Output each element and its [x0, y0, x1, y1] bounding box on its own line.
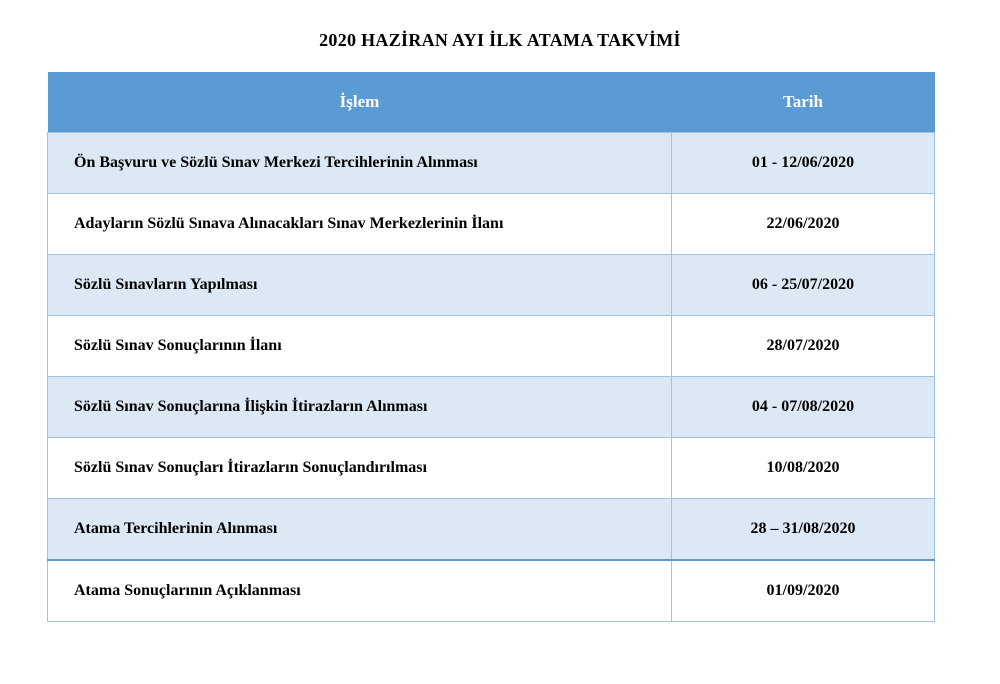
- table-row: [48, 194, 935, 255]
- table-row: [48, 316, 935, 377]
- column-header-operation: İşlem: [48, 72, 672, 133]
- document-title: 2020 HAZİRAN AYI İLK ATAMA TAKVİMİ: [319, 30, 681, 50]
- operation-cell: Sözlü Sınav Sonuçlarının İlanı: [48, 316, 672, 377]
- table-row: [48, 255, 935, 316]
- operation-cell: Atama Tercihlerinin Alınması: [48, 499, 672, 561]
- table-header-row: [48, 72, 935, 133]
- operation-cell: Sözlü Sınavların Yapılması: [48, 255, 672, 316]
- date-cell: 01/09/2020: [672, 560, 935, 622]
- date-cell: 28/07/2020: [672, 316, 935, 377]
- date-cell: 22/06/2020: [672, 194, 935, 255]
- operation-cell: Atama Sonuçlarının Açıklanması: [48, 560, 672, 622]
- date-cell: 01 - 12/06/2020: [672, 133, 935, 194]
- date-cell: 04 - 07/08/2020: [672, 377, 935, 438]
- column-header-date: Tarih: [672, 72, 935, 133]
- date-cell: 06 - 25/07/2020: [672, 255, 935, 316]
- date-cell: 28 – 31/08/2020: [672, 499, 935, 561]
- schedule-table: [47, 72, 935, 622]
- operation-cell: Adayların Sözlü Sınava Alınacakları Sınav Merkezlerinin İlanı: [48, 194, 672, 255]
- table-row: [48, 499, 935, 561]
- table-row: [48, 377, 935, 438]
- date-cell: 10/08/2020: [672, 438, 935, 499]
- operation-cell: Sözlü Sınav Sonuçları İtirazların Sonuçlandırılması: [48, 438, 672, 499]
- operation-cell: Ön Başvuru ve Sözlü Sınav Merkezi Tercihlerinin Alınması: [48, 133, 672, 194]
- table-row: [48, 438, 935, 499]
- table-row: [48, 560, 935, 622]
- table-row: [48, 133, 935, 194]
- operation-cell: Sözlü Sınav Sonuçlarına İlişkin İtirazların Alınması: [48, 377, 672, 438]
